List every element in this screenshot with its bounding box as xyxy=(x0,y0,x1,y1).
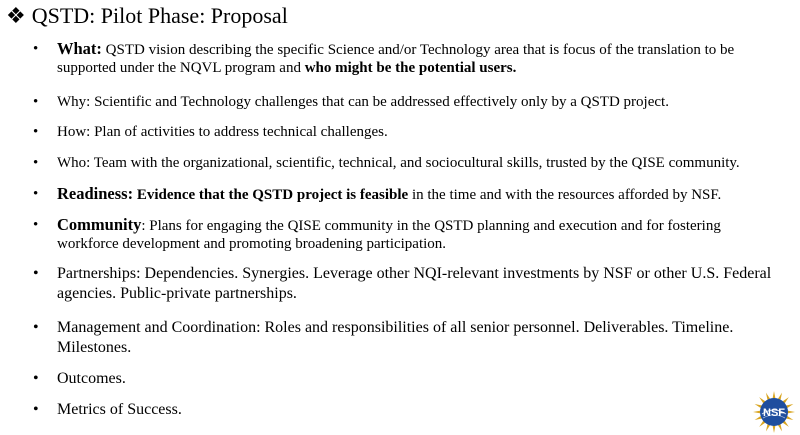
nsf-logo xyxy=(752,390,796,434)
item-lead: Readiness: xyxy=(57,184,134,203)
item-text: How: Plan of activities to address technical challenges. xyxy=(57,124,388,140)
logo-ray xyxy=(772,425,775,433)
logo-ray xyxy=(772,391,775,399)
item-bold-mid: Evidence that the QSTD project is feasible xyxy=(133,187,409,203)
bullet-dot-icon: • xyxy=(33,124,39,140)
bullet-dot-icon: • xyxy=(33,265,39,282)
item-text: : Plans for engaging the QISE community in the QSTD planning and execution and for fostering workforce development and promoting broadening participation. xyxy=(57,218,721,252)
item-text: Metrics of Success. xyxy=(57,401,182,418)
bullet-dot-icon: • xyxy=(33,41,39,57)
list-item-why xyxy=(33,93,782,111)
list-item-management xyxy=(33,318,782,358)
item-text: Why: Scientific and Technology challenges that can be addressed effectively only by a QSTD project. xyxy=(57,94,669,110)
bullet-dot-icon: • xyxy=(33,370,39,387)
item-text: QSTD vision describing the specific Science and/or Technology area that is focus of the translation to be supported under the NQVL program and xyxy=(57,42,735,76)
list-item-community xyxy=(33,215,782,253)
item-bold-tail: who might be the potential users. xyxy=(304,60,517,76)
logo-text: NSF xyxy=(763,407,785,419)
item-text: in the time and with the resources afforded by NSF. xyxy=(408,187,722,203)
item-lead: Community xyxy=(57,215,142,234)
list-item-partnerships xyxy=(33,264,782,304)
list-item-outcomes xyxy=(33,369,782,389)
list-item-readiness xyxy=(33,184,782,204)
bullet-dot-icon: • xyxy=(33,94,39,110)
logo-ray xyxy=(753,410,761,413)
item-text: Who: Team with the organizational, scientific, technical, and sociocultural skills, trusted by the QISE community. xyxy=(57,155,740,171)
bullet-dot-icon: • xyxy=(33,155,39,171)
bullet-dot-icon: • xyxy=(33,186,39,202)
item-text: Management and Coordination: Roles and responsibilities of all senior personnel. Deliverables. Timeline. Milestones. xyxy=(57,319,734,356)
list-item-what xyxy=(33,39,782,77)
bullet-dot-icon: • xyxy=(33,217,39,233)
bullet-dot-icon: • xyxy=(33,401,39,418)
list-item-how xyxy=(33,123,782,141)
logo-ray xyxy=(787,410,795,413)
item-text: Partnerships: Dependencies. Synergies. Leverage other NQI-relevant investments by NSF or other U.S. Federal agencies. Public-private partnerships. xyxy=(57,265,772,302)
slide-title xyxy=(6,2,288,30)
list-item-who xyxy=(33,154,782,172)
item-lead: What: xyxy=(57,39,102,58)
diamond-bullet-icon: ❖ xyxy=(6,3,26,28)
item-text: Outcomes. xyxy=(57,370,126,387)
bullet-dot-icon: • xyxy=(33,319,39,336)
list-item-metrics xyxy=(33,400,782,420)
slide-title-text: QSTD: Pilot Phase: Proposal xyxy=(31,3,288,28)
